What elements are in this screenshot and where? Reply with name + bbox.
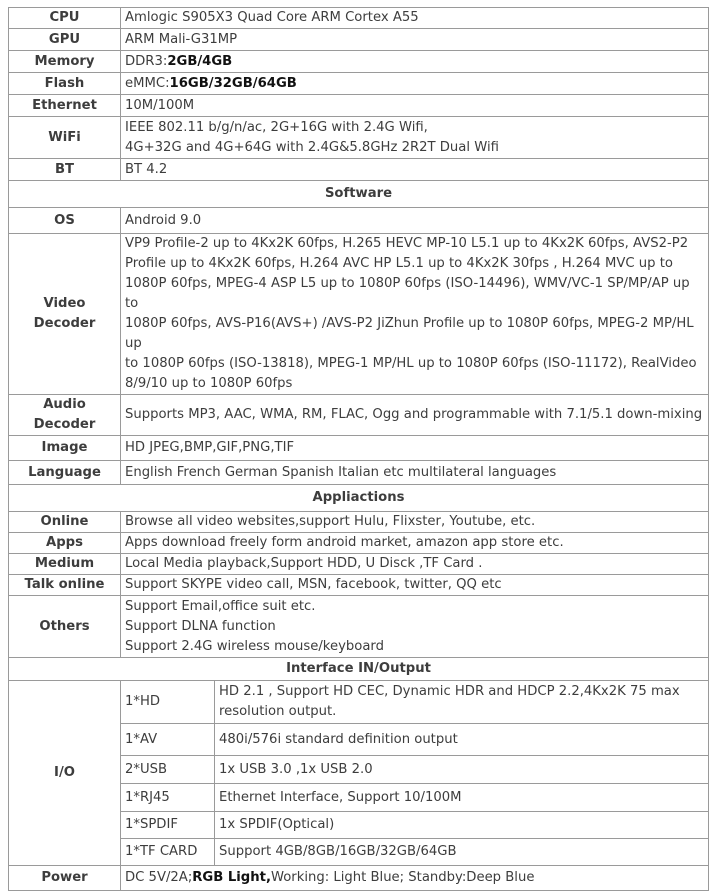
video-decoder-line: 1080P 60fps, MPEG-4 ASP L5 up to 1080P 60fps (ISO-14496), WMV/VC-1 SP/MP/AP up to [125,276,690,311]
wifi-line: IEEE 802.11 b/g/n/ac, 2G+16G with 2.4G Wifi, [125,119,428,135]
row-image [9,436,709,461]
port-description: 1x USB 3.0 ,1x USB 2.0 [215,756,709,784]
interface-heading: Interface IN/Output [9,658,709,681]
os-value: Android 9.0 [121,208,709,234]
row-flash [9,73,709,95]
row-talk-online [9,575,709,596]
language-value: English French German Spanish Italian etc multilateral languages [121,461,709,485]
bt-label: BT [9,159,121,181]
port-line: resolution output. [219,704,337,719]
port-description: 1x SPDIF(Optical) [215,812,709,839]
port-name: 1*RJ45 [121,784,215,812]
port-line: HD 2.1 , Support HD CEC, Dynamic HDR and HDCP 2.2,4Kx2K 75 max [219,684,680,699]
port-name: 1*TF CARD [121,839,215,866]
video-decoder-line: 1080P 60fps, AVS-P16(AVS+) /AVS-P2 JiZhun Profile up to 1080P 60fps, MPEG-2 MP/HL up [125,316,694,351]
row-power [9,866,709,891]
power-rgb-light: RGB Light, [192,870,271,885]
power-spec: DC 5V/2A; [125,870,193,885]
row-others [9,596,709,658]
port-description: 480i/576i standard definition output [215,724,709,756]
wifi-value [121,117,709,159]
port-description: Support 4GB/8GB/16GB/32GB/64GB [215,839,709,866]
video-decoder-line: Profile up to 4Kx2K 60fps, H.264 AVC HP L5.1 up to 4Kx2K 30fps , H.264 MVC up to [125,256,673,271]
cpu-label: CPU [9,8,121,29]
image-label: Image [9,436,121,461]
memory-label: Memory [9,51,121,73]
io-label: I/O [9,681,121,866]
port-name: 2*USB [121,756,215,784]
power-label: Power [9,866,121,891]
video-decoder-line: to 1080P 60fps (ISO-13818), MPEG-1 MP/HL up to 1080P 60fps (ISO-11172), RealVideo [125,356,697,371]
flash-sizes: 16GB/32GB/64GB [169,75,297,91]
applications-heading: Appliactions [9,485,709,512]
online-value: Browse all video websites,support Hulu, Flixster, Youtube, etc. [121,512,709,533]
medium-value: Local Media playback,Support HDD, U Disck ,TF Card . [121,554,709,575]
port-name: 1*AV [121,724,215,756]
row-software-heading [9,181,709,208]
memory-sizes: 2GB/4GB [167,53,233,69]
memory-type: DDR3: [125,53,168,69]
row-os [9,208,709,234]
gpu-value: ARM Mali-G31MP [121,29,709,51]
video-decoder-line: VP9 Profile-2 up to 4Kx2K 60fps, H.265 HEVC MP-10 L5.1 up to 4Kx2K 60fps, AVS2-P2 [125,236,689,251]
row-apps [9,533,709,554]
ethernet-value: 10M/100M [121,95,709,117]
row-medium [9,554,709,575]
audio-decoder-value: Supports MP3, AAC, WMA, RM, FLAC, Ogg and programmable with 7.1/5.1 down-mixing [121,395,709,436]
others-line: Support Email,office suit etc. [125,598,316,614]
port-name: 1*HD [121,681,215,724]
row-io-hd [9,681,709,724]
row-gpu [9,29,709,51]
row-ethernet [9,95,709,117]
wifi-line: 4G+32G and 4G+64G with 2.4G&5.8GHz 2R2T Dual Wifi [125,139,499,155]
flash-value [121,73,709,95]
row-interface-heading [9,658,709,681]
others-line: Support 2.4G wireless mouse/keyboard [125,638,384,654]
flash-label: Flash [9,73,121,95]
row-wifi [9,117,709,159]
apps-value: Apps download freely form android market, amazon app store etc. [121,533,709,554]
row-video-decoder [9,234,709,395]
row-applications-heading [9,485,709,512]
others-label: Others [9,596,121,658]
row-audio-decoder [9,395,709,436]
image-value: HD JPEG,BMP,GIF,PNG,TIF [121,436,709,461]
port-description: Ethernet Interface, Support 10/100M [215,784,709,812]
online-label: Online [9,512,121,533]
others-value [121,596,709,658]
ethernet-label: Ethernet [9,95,121,117]
apps-label: Apps [9,533,121,554]
others-line: Support DLNA function [125,618,276,634]
video-decoder-label: Video Decoder [9,234,121,395]
spec-table [8,7,709,891]
row-online [9,512,709,533]
row-language [9,461,709,485]
gpu-label: GPU [9,29,121,51]
cpu-value: Amlogic S905X3 Quad Core ARM Cortex A55 [121,8,709,29]
audio-decoder-label: Audio Decoder [9,395,121,436]
row-memory [9,51,709,73]
language-label: Language [9,461,121,485]
medium-label: Medium [9,554,121,575]
talk-online-value: Support SKYPE video call, MSN, facebook, twitter, QQ etc [121,575,709,596]
bt-value: BT 4.2 [121,159,709,181]
memory-value [121,51,709,73]
power-light-states: Working: Light Blue; Standby:Deep Blue [270,870,535,885]
os-label: OS [9,208,121,234]
power-value [121,866,709,891]
spec-sheet [8,7,708,885]
talk-online-label: Talk online [9,575,121,596]
wifi-label: WiFi [9,117,121,159]
video-decoder-line: 8/9/10 up to 1080P 60fps [125,376,293,391]
software-heading: Software [9,181,709,208]
row-cpu [9,8,709,29]
row-bt [9,159,709,181]
port-name: 1*SPDIF [121,812,215,839]
video-decoder-value [121,234,709,395]
flash-type: eMMC: [125,75,170,91]
port-description [215,681,709,724]
